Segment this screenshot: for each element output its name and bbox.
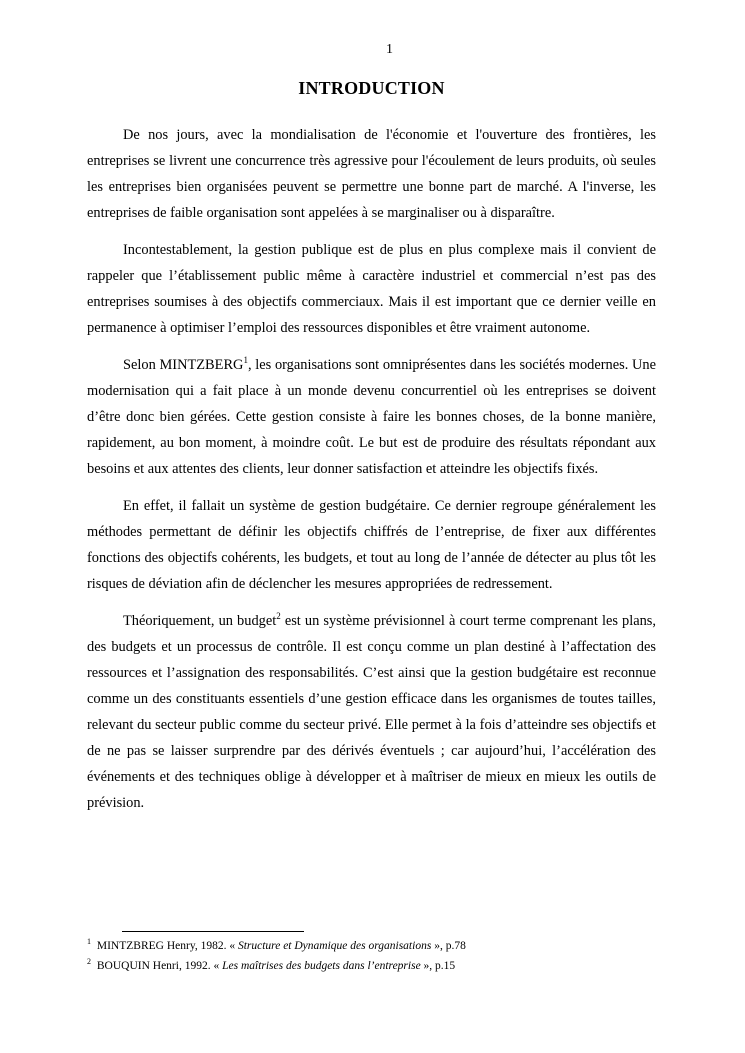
footnote-work-title: Les maîtrises des budgets dans l’entreprise xyxy=(222,960,421,972)
footnote-divider xyxy=(122,931,304,932)
footnotes xyxy=(87,936,656,976)
paragraph-mintzberg-rest: , les organisations sont omniprésentes dans les sociétés modernes. Une modernisation qui a fait place à un monde devenu concurrentiel où les entreprises se doivent d’être donc bien gérées. Cette gestion consiste à faire les bonnes choses, de la bonne manière, rapidement, au bon moment, à moindre coût. Le but est de produire des résultats répondant aux besoins et aux attentes des clients, leur donner satisfaction et atteindre les objectifs fixés. xyxy=(87,357,656,477)
paragraph-budget-system: En effet, il fallait un système de gestion budgétaire. Ce dernier regroupe généralement les méthodes permettant de définir les objectifs chiffrés de l’entreprise, de fixer aux différentes fonctions des objectifs cohérents, les budgets, et tout au long de l’année de détecter au plus tôt les risques de déviation afin de déclencher les mesures appropriées de redressement. xyxy=(87,498,656,592)
footnote-author: MINTZBREG Henry, 1982. « xyxy=(94,940,238,952)
footnote-author: BOUQUIN Henri, 1992. « xyxy=(94,960,223,972)
page-title: INTRODUCTION xyxy=(298,78,445,98)
paragraph-mintzberg-lead: Selon MINTZBERG xyxy=(123,357,244,373)
paragraph-budget-definition-lead: Théoriquement, un budget xyxy=(123,613,277,629)
paragraph-mintzberg xyxy=(87,352,656,482)
footnote-1 xyxy=(87,936,656,956)
footnote-number: 2 xyxy=(87,957,91,967)
footnote-number: 1 xyxy=(87,937,91,947)
footnote-page: », p.15 xyxy=(420,960,456,972)
footnote-2 xyxy=(87,956,656,976)
footnote-work-title: Structure et Dynamique des organisations xyxy=(237,940,432,952)
paragraph-budget-definition-rest: est un système prévisionnel à court terme comprenant les plans, des budgets et un processus de contrôle. Il est conçu comme un plan destiné à l’affectation des ressources et l’assignation des responsabilités. C’est ainsi que la gestion budgétaire est reconnue comme un des constituants essentiels d’une gestion efficace dans les organismes de toutes tailles, relevant du secteur public comme du secteur privé. Elle permet à la fois d’atteindre ses objectifs et de ne pas se laisser surprendre par des dérivés éventuels ; car aujourd’hui, l’accélération des événements et des techniques oblige à développer et à maîtriser de mieux en mieux les outils de prévision. xyxy=(87,613,656,811)
paragraph-globalization: De nos jours, avec la mondialisation de l'économie et l'ouverture des frontières, les entreprises se livrent une concurrence très agressive pour l'écoulement de leurs produits, où seules les entreprises bien organisées peuvent se permettre une bonne part de marché. A l'inverse, les entreprises de faible organisation sont appelées à se marginaliser ou à disparaître. xyxy=(87,127,656,221)
footnote-ref-1: 1 xyxy=(243,355,248,366)
paragraph-public-management: Incontestablement, la gestion publique est de plus en plus complexe mais il convient de rappeler que l’établissement public même à caractère industriel et commercial n’est pas des entreprises soumises à des objectifs commerciaux. Mais il est important que ce dernier veille en permanence à optimiser l’emploi des ressources disponibles et être vraiment autonome. xyxy=(87,242,656,336)
body-text xyxy=(87,122,656,827)
footnote-ref-2: 2 xyxy=(276,611,281,622)
page-number: 1 xyxy=(386,42,393,57)
paragraph-budget-definition xyxy=(87,608,656,816)
footnote-page: », p.78 xyxy=(431,940,466,952)
